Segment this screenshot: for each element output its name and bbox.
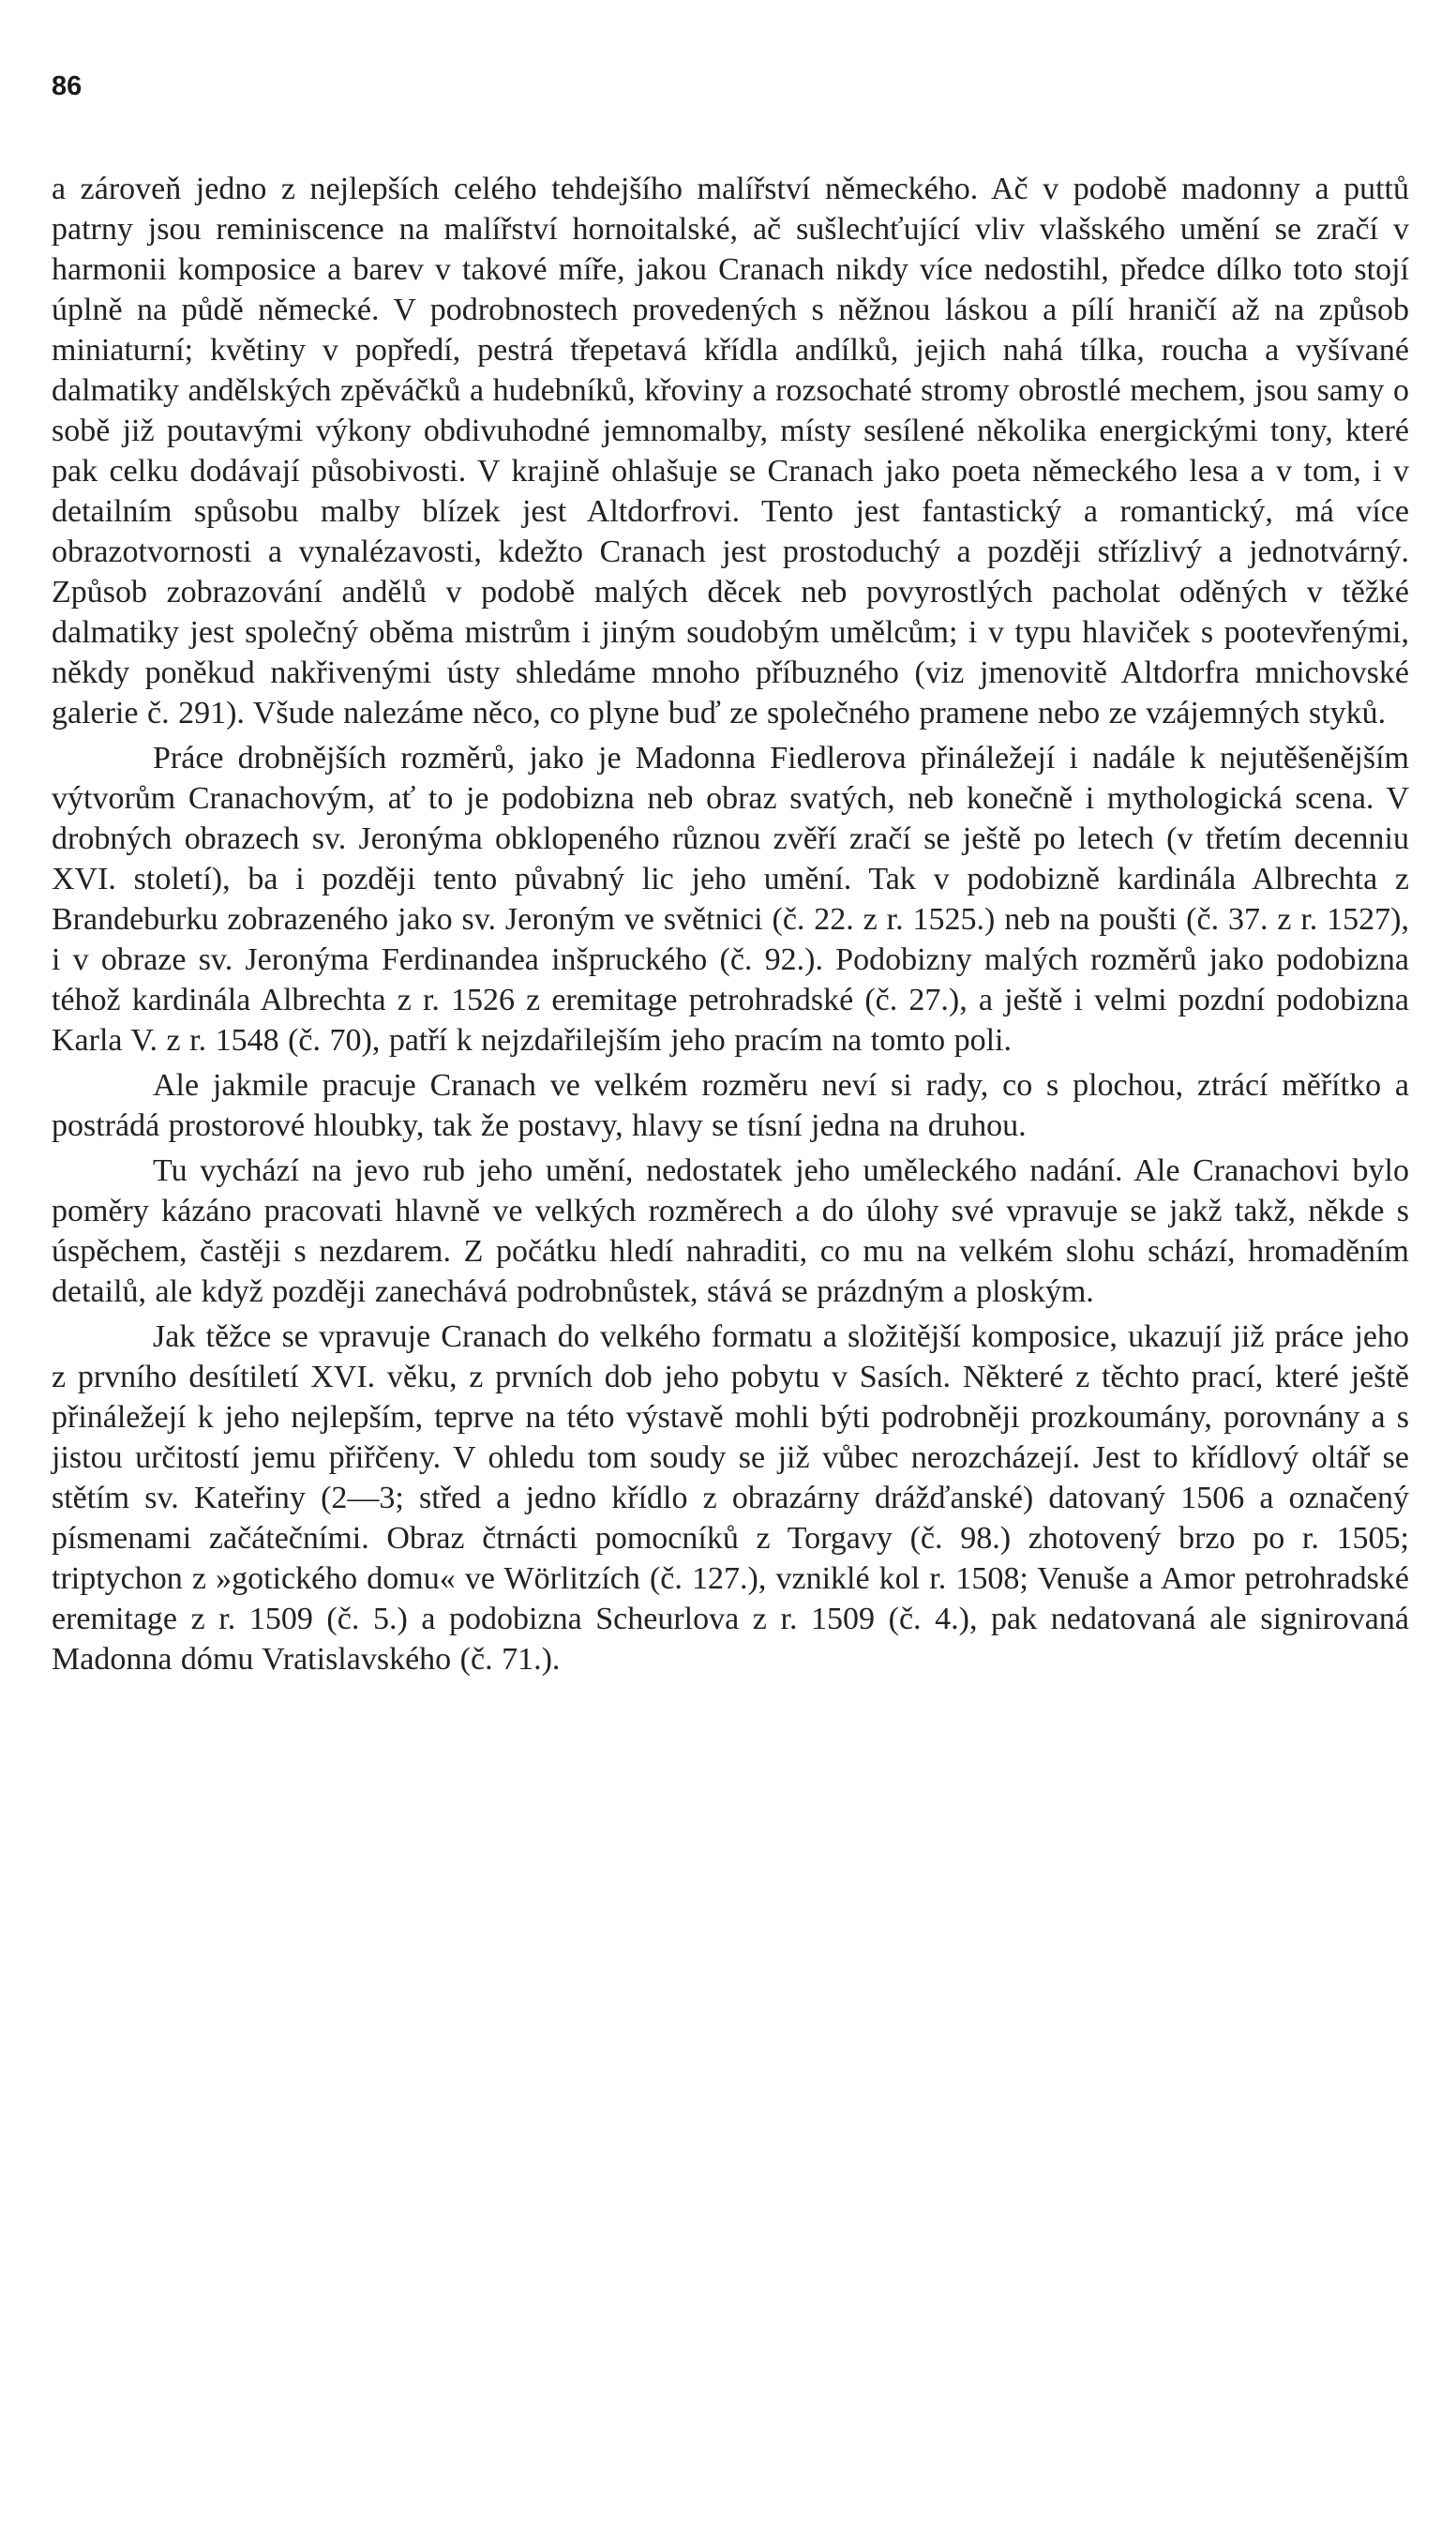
page-number: 86 [52,71,83,101]
paragraph-5: Jak těžce se vpravuje Cranach do velkého formatu a složitější komposice, ukazují již práce jeho z prvního desítiletí XVI. věku, z prvních dob jeho pobytu v Sasích. Některé z těchto prací, které ještě přináležejí k jeho nejlepším, teprve na této výstavě mohli býti podrobněji prozkoumány, porovnány a s jistou určitostí jemu přiřčeny. V ohledu tom soudy se již vůbec nerozcházejí. Jest to křídlový oltář se stětím sv. Kateřiny (2—3; střed a jedno křídlo z obrazárny drážďanské) datovaný 1506 a označený písmenami začátečními. Obraz čtrnácti pomocníků z Torgavy (č. 98.) zhotovený brzo po r. 1505; triptychon z »gotického domu« ve Wörlitzích (č. 127.), vzniklé kol r. 1508; Venuše a Amor petrohradské eremitage z r. 1509 (č. 5.) a podobizna Scheurlova z r. 1509 (č. 4.), pak nedatovaná ale signirovaná Madonna dómu Vratislavského (č. 71.). [52,1319,1409,1677]
paragraph-3: Ale jakmile pracuje Cranach ve velkém rozměru neví si rady, co s plochou, ztrácí měřítko a postrádá prostorové hloubky, tak že postavy, hlavy se tísní jedna na druhou. [52,1068,1409,1143]
body-text [52,169,1409,1679]
paragraph-4: Tu vychází na jevo rub jeho umění, nedostatek jeho uměleckého nadání. Ale Cranachovi bylo poměry kázáno pracovati hlavně ve velkých rozměrech a do úlohy své vpravuje se jakž takž, někde s úspěchem, častěji s nezdarem. Z počátku hledí nahraditi, co mu na velkém slohu schází, hromaděním detailů, ale když později zanechává podrobnůstek, stává se prázdným a ploským. [52,1153,1409,1309]
paragraph-2: Práce drobnějších rozměrů, jako je Madonna Fiedlerova přináležejí i nadále k nejutěšenějším výtvorům Cranachovým, ať to je podobizna neb obraz svatých, neb konečně i mythologická scena. V drobných obrazech sv. Jeronýma obklopeného různou zvěří zračí se ještě po letech (v třetím decenniu XVI. století), ba i později tento půvabný lic jeho umění. Tak v podobizně kardinála Albrechta z Brandeburku zobrazeného jako sv. Jeroným ve světnici (č. 22. z r. 1525.) neb na poušti (č. 37. z r. 1527), i v obraze sv. Jeronýma Ferdinandea inšpruckého (č. 92.). Podobizny malých rozměrů jako podobizna téhož kardinála Albrechta z r. 1526 z eremitage petrohradské (č. 27.), a ještě i velmi pozdní podobizna Karla V. z r. 1548 (č. 70), patří k nejzdařilejším jeho pracím na tomto poli. [52,741,1409,1058]
paragraph-1: a zároveň jedno z nejlepších celého tehdejšího malířství německého. Ač v podobě madonny a puttů patrny jsou reminiscence na malířství hornoitalské, ač sušlechťující vliv vlašského umění se zračí v harmonii komposice a barev v takové míře, jakou Cranach nikdy více nedostihl, předce dílko toto stojí úplně na půdě německé. V podrobnostech provedených s něžnou láskou a pílí hraničí až na způsob miniaturní; květiny v popředí, pestrá třepetavá křídla andílků, jejich nahá tílka, roucha a vyšívané dalmatiky andělských zpěváčků a hudebníků, křoviny a rozsochaté stromy obrostlé mechem, jsou samy o sobě již poutavými výkony obdivuhodné jemnomalby, místy sesílené několika energickými tony, které pak celku dodávají působivosti. V krajině ohlašuje se Cranach jako poeta německého lesa a v tom, i v detailním spůsobu malby blízek jest Altdorfrovi. Tento jest fantastický a romantický, má více obrazotvornosti a vynalézavosti, kdežto Cranach jest prostoduchý a později střízlivý a jednotvárný. Způsob zobrazování andělů v podobě malých děcek neb povyrostlých pacholat oděných v těžké dalmatiky jest společný oběma mistrům i jiným soudobým umělcům; i v typu hlaviček s pootevřenými, někdy poněkud nakřivenými ústy shledáme mnoho příbuzného (viz jmenovitě Altdorfra mnichovské galerie č. 291). Všude nalezáme něco, co plyne buď ze společného pramene nebo ze vzájemných styků. [52,172,1409,730]
